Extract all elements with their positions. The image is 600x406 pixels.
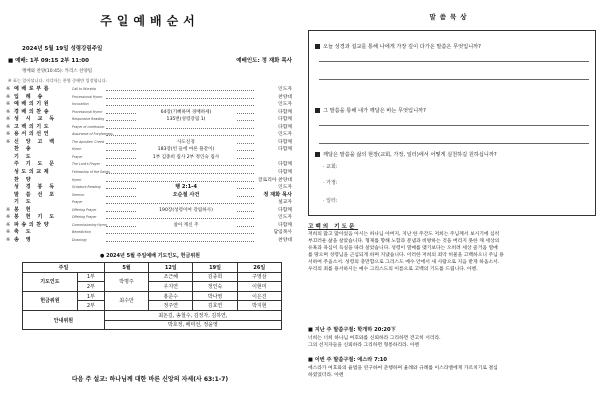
sub-home: · 가정:: [323, 180, 338, 186]
order-item-leader: 정 재화 목사: [263, 191, 292, 198]
part-cell: 1부: [77, 272, 104, 282]
order-item: [6, 184, 292, 192]
order-item-leader: 인도자: [278, 102, 292, 108]
order-item: [6, 222, 292, 230]
cell: 정주연: [149, 301, 193, 311]
order-item-english: Sermon: [72, 192, 85, 197]
table-header: 26일: [237, 263, 281, 273]
cell: 조근혜: [149, 272, 193, 282]
confession-line: 를 땅으며 성령님을 근심되게 하며 지냈습니다. 이러한 저희의 죄악 허물을 고백하오니 주님 용: [308, 252, 504, 258]
order-item-name: 고백의기도: [14, 123, 52, 130]
dotted-leader: [106, 135, 254, 136]
order-item-english: Prayer of confession: [72, 124, 105, 129]
order-item-english: The Apostles' Creed: [72, 139, 104, 144]
order-item-content: 1부 김종희 집사 2부 정인숙 집사: [136, 154, 236, 162]
order-item: [6, 214, 292, 222]
order-item: [6, 101, 292, 109]
order-item-content: 64장(기뻐하며 경배하세): [136, 109, 236, 117]
question-2: [315, 107, 426, 114]
question-3-text: 깨달은 말씀을 삶의 현장(교회, 가정, 일터)에서 어떻게 실천하길 원하십니까?: [323, 152, 497, 158]
dotted-leader: [106, 173, 254, 174]
order-item-name: 성 시 교 독: [14, 116, 57, 123]
standing-note: ※ 표는 일어섭니다. 지각자는 찬양 중에만 입장합니다.: [8, 78, 108, 83]
order-item-english: The Lord's Prayer: [72, 162, 100, 167]
order-item-name: 용서의선언: [14, 131, 52, 138]
order-item-english: Benediction: [72, 230, 91, 235]
dotted-leader: [106, 128, 254, 129]
order-item-leader: 다함께: [278, 222, 292, 228]
dotted-leader: [106, 90, 254, 91]
confession-title-underline: [308, 229, 358, 230]
order-item-name: 축 도: [14, 229, 34, 236]
order-item-leader: 담임목사: [273, 230, 292, 236]
order-item-name: 봉 헌: [14, 206, 34, 213]
order-item-name: 봉 헌 기 도: [14, 214, 57, 221]
confession-text: [308, 232, 594, 273]
order-item-name: 파송의찬양: [14, 221, 52, 228]
order-item: [6, 169, 292, 177]
confession-title: 고백의 기도문: [308, 224, 357, 230]
order-item-name: 기 도: [14, 199, 34, 206]
order-item-content: 살아 계신 주: [136, 222, 236, 230]
this-week-verse-title: ■ 이번 주 말씀구절: 에스라 7:10: [308, 357, 388, 363]
standing-mark: ※: [6, 93, 11, 100]
standing-mark: ※: [6, 206, 11, 213]
question-1-text: 오늘 성경과 설교를 통해 나에게 가장 깊이 다가온 말씀은 무엇입니까?: [323, 44, 481, 50]
order-of-service: [6, 86, 292, 244]
duty-table: [22, 262, 282, 330]
page-title: 주일예배순서: [100, 14, 200, 28]
question-1: [315, 43, 481, 50]
order-item-name: 기 도: [14, 153, 34, 160]
square-bullet-icon: [315, 152, 320, 157]
order-item-name: 찬 송: [14, 146, 34, 153]
order-item-leader: 설교자: [278, 200, 292, 206]
dotted-leader: [106, 165, 254, 166]
standing-mark: ※: [6, 138, 11, 145]
verse-line: 너희는 너희 하나님 여호와를 신뢰하라 그리하면 견고히 서리라.: [308, 336, 441, 341]
sub-church: · 교회:: [323, 164, 338, 170]
verse-line: 에스라가 여호와의 율법을 연구하여 준행하며 율례와 규례를 이스라엘에게 가르치기로 결심: [308, 366, 498, 371]
order-item-leader: 찬양대: [278, 94, 292, 100]
this-week-verse: [308, 365, 594, 379]
order-item-english: Prayer: [72, 154, 83, 159]
cell: 김종희: [193, 272, 237, 282]
guide-label: 안내위원: [23, 310, 105, 329]
order-item-name: 신 앙 고 백: [14, 138, 57, 145]
standing-mark: ※: [6, 101, 11, 108]
meditation-box: [308, 30, 596, 216]
dotted-leader: [106, 203, 254, 204]
cell: 박지현: [237, 301, 281, 311]
order-item: [6, 86, 292, 94]
order-item-content: 사도신경: [136, 139, 236, 147]
order-item-content: 183장(빈 들에 마른 풀같이): [136, 146, 236, 154]
confession-line: 저희의 많고 많아었음 아시는 하나님 아버지, 지난 한 주간도 저희는 주님께서 보시기에 심히: [308, 232, 500, 237]
standing-mark: ※: [6, 108, 11, 115]
question-3: [315, 151, 497, 158]
order-item-leader: 다함께: [278, 124, 292, 130]
verse-line: 하였었더라. 아멘: [308, 373, 344, 378]
order-item: [6, 177, 292, 185]
order-item-content: 190장(성령이여 강림하사): [136, 207, 236, 215]
order-item-leader: 다함께: [278, 147, 292, 153]
answer-line: [319, 125, 589, 126]
standing-mark: ※: [6, 221, 11, 228]
part-cell: 2부: [77, 282, 104, 292]
order-item-leader: 글로리아 찬양대: [258, 177, 292, 183]
order-item: [6, 139, 292, 147]
order-item-english: Processional Hymn: [72, 109, 103, 114]
worship-times-label: ■ 예배: 1부 09:15 2부 11:00: [8, 58, 89, 64]
order-item-leader: 다함께: [278, 139, 292, 145]
order-item-content: 오순절 사건: [136, 192, 236, 200]
order-item: [6, 192, 292, 200]
order-item-english: Invocation: [72, 102, 89, 107]
dotted-leader: [106, 98, 254, 99]
table-row: [23, 272, 282, 282]
dotted-leader: [106, 241, 254, 242]
guide-line1: 최돈길, 송철수, 김정자, 김하연,: [104, 310, 281, 320]
order-item-english: Commissioning Hymn: [72, 222, 107, 227]
dotted-leader: [106, 218, 254, 219]
last-week-verse: [308, 335, 594, 349]
order-item-english: Hymn: [72, 147, 82, 152]
order-item-english: Offering Prayer: [72, 215, 97, 220]
order-item: [6, 94, 292, 102]
table-header: 5월: [104, 263, 148, 273]
next-week-sermon: 다음 주 설교: 하나님께 대한 바른 신앙의 자세(사 63:1-7): [71, 376, 229, 383]
may-cell: 박명주: [104, 272, 148, 291]
order-item-name: 주 기 도 문: [14, 161, 57, 168]
standing-mark: ※: [6, 236, 11, 243]
cell: 이현미: [237, 282, 281, 292]
order-item: [6, 146, 292, 154]
table-header: 12일: [149, 263, 193, 273]
order-item-english: Hymn: [72, 177, 82, 182]
standing-mark: ※: [6, 214, 11, 221]
table-row: [23, 310, 282, 320]
order-item-leader: 다함께: [278, 170, 292, 176]
order-item-name: 입 례 송: [14, 93, 45, 100]
dotted-leader: [106, 233, 254, 234]
order-item-english: Fellowship of the Saints: [72, 170, 110, 175]
order-item-leader: 다함께: [278, 109, 292, 115]
order-item-name: 찬 양: [14, 176, 34, 183]
order-item: [6, 161, 292, 169]
order-item-english: Responsive Reading: [72, 117, 105, 122]
order-item: [6, 237, 292, 245]
order-item-name: 예배의기원: [14, 101, 52, 108]
cell: 홍준수: [149, 291, 193, 301]
group-label: 헌금위원: [23, 291, 78, 310]
order-item-name: 말 씀 선 포: [14, 191, 57, 198]
order-item-english: Scripture Reading: [72, 185, 101, 190]
part-cell: 1부: [77, 291, 104, 301]
order-item-leader: 인도자: [278, 132, 292, 138]
order-item-name: 송 영: [14, 236, 34, 243]
cell: 이은진: [237, 291, 281, 301]
order-item: [6, 116, 292, 124]
confession-line: 부끄러운 삶을 살았습니다. 형제를 향해 노함과 분냄과 비방하는 것을 버리지 못한 채 세상의: [308, 238, 500, 244]
order-item: [6, 199, 292, 207]
order-item: [6, 229, 292, 237]
answer-line: [319, 61, 589, 62]
standing-mark: ※: [6, 86, 11, 92]
order-item-leader: 찬양대: [278, 237, 292, 243]
order-item-content: 행 2:1-4: [136, 184, 236, 192]
standing-mark: ※: [6, 116, 11, 123]
meditation-page: [300, 0, 600, 406]
order-item-english: Call to Worship: [72, 87, 97, 91]
group-label: 기도인도: [23, 272, 78, 291]
guide-line2: 박호정, 배미선, 정윤영: [104, 320, 281, 330]
standing-mark: ※: [6, 229, 11, 236]
order-item-english: Processional Hymn: [72, 94, 103, 99]
order-item-leader: 다함께: [278, 207, 292, 213]
worship-times: [8, 56, 292, 64]
prayer-duty-title: ● 2024년 5월 주일예배 기도인도, 헌금위원: [100, 253, 200, 259]
cell: 정인숙: [193, 282, 237, 292]
dotted-leader: [106, 181, 254, 182]
praise-time: 앵배와 찬양(10:45): 카리스 찬양팀: [22, 69, 93, 74]
square-bullet-icon: [315, 108, 320, 113]
square-bullet-icon: [315, 44, 320, 49]
meditation-title: 말씀묵상: [429, 13, 471, 21]
cell: 박나영: [193, 291, 237, 301]
order-item-english: Assurance of Forgiveness: [72, 132, 113, 137]
order-item-content: 135번(성령강림 1): [136, 116, 236, 124]
order-item-leader: 인도자: [278, 215, 292, 221]
confession-line: 서하여 주옵소서. 성령의 충만함으로 그리스도 예수 안에서 새 사람으로 지음 받게 하옵소서.: [308, 259, 500, 265]
table-header-row: [23, 263, 282, 273]
confession-line: 우리의 죄를 용서하시는 예수 그리스도의 이름으로 고백의 기도를 드립니다. 아멘.: [308, 266, 478, 272]
order-item-leader: 다함께: [278, 162, 292, 168]
answer-line: [319, 79, 589, 80]
table-header: 주일: [23, 263, 105, 273]
order-item-name: 경배의찬송: [14, 108, 52, 115]
cell: 구영삼: [237, 272, 281, 282]
order-item-leader: 인도자: [278, 185, 292, 191]
table-row: [23, 291, 282, 301]
order-item-english: Offering Prayer: [72, 207, 97, 212]
order-item-name: 예배로부름: [14, 86, 52, 92]
answer-line: [319, 143, 589, 144]
order-item-english: Doxology: [72, 237, 87, 242]
may-cell: 최수만: [104, 291, 148, 310]
cell: 김효연: [193, 301, 237, 311]
dotted-leader: [106, 105, 254, 106]
sub-work: · 일터:: [323, 198, 338, 204]
standing-mark: ※: [6, 123, 11, 130]
confession-line: 유혹과 욕심이 득실을 따라 살았습니다. 성령이 열매를 맺기보다는 오히려 세상 즐거움 열매: [308, 245, 498, 251]
order-item-name: 성 경 봉 독: [14, 184, 57, 191]
table-header: 19일: [193, 263, 237, 273]
order-item-name: 성도의교제: [14, 169, 52, 176]
date-line: 2024년 5월 19일 성령강림주일: [22, 46, 103, 52]
worship-leader: 예배인도: 정 재화 목사: [236, 58, 292, 64]
order-item: [6, 131, 292, 139]
order-item-leader: 인도자: [278, 87, 292, 92]
verse-line: 그의 선지자들을 신뢰하라 그리하면 형통하리라. 아멘: [308, 343, 420, 348]
last-week-verse-title: ■ 지난 주 말씀구절: 학개하 20:20下: [308, 327, 396, 333]
cell: 우지연: [149, 282, 193, 292]
standing-mark: ※: [6, 131, 11, 138]
question-2-text: 그 말씀을 통해 내가 깨달은 바는 무엇입니까?: [323, 108, 426, 114]
order-item-leader: 다함께: [278, 117, 292, 123]
order-item-english: Prayer: [72, 200, 83, 205]
part-cell: 2부: [77, 301, 104, 311]
